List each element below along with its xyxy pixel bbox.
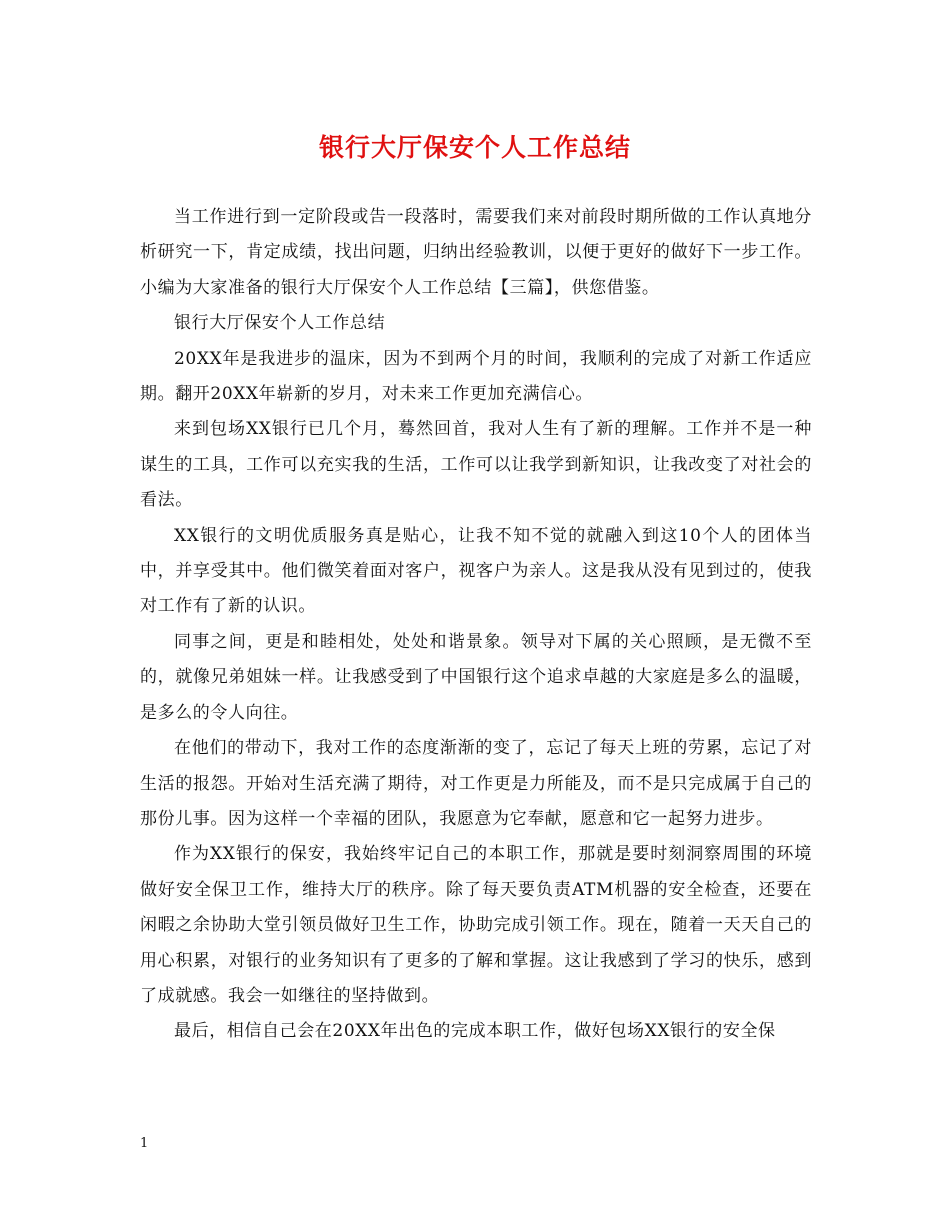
- paragraph: 当工作进行到一定阶段或告一段落时，需要我们来对前段时期所做的工作认真地分析研究一下，肯定成绩，找出问题，归纳出经验教训，以便于更好的做好下一步工作。小编为大家准备的银行大厅保安个人工作总结【三篇】，供您借鉴。: [140, 207, 812, 298]
- paragraph: 20XX年是我进步的温床，因为不到两个月的时间，我顺利的完成了对新工作适应期。翻开20XX年崭新的岁月，对未来工作更加充满信心。: [140, 348, 812, 405]
- paragraph: 在他们的带动下，我对工作的态度渐渐的变了，忘记了每天上班的劳累，忘记了对生活的报怨。开始对生活充满了期待，对工作更是力所能及，而不是只完成属于自己的那份儿事。因为这样一个幸福的团队，我愿意为它奉献，愿意和它一起努力进步。: [140, 738, 812, 829]
- document-title: 银行大厅保安个人工作总结: [318, 133, 631, 162]
- paragraph: 同事之间，更是和睦相处，处处和谐景象。领导对下属的关心照顾，是无微不至的，就像兄弟姐妹一样。让我感受到了中国银行这个追求卓越的大家庭是多么的温暖，是多么的令人向往。: [140, 631, 812, 723]
- paragraph: 来到包场XX银行已几个月，蓦然回首，我对人生有了新的理解。工作并不是一种谋生的工具，工作可以充实我的生活，工作可以让我学到新知识，让我改变了对社会的看法。: [140, 419, 812, 511]
- page-number: 1: [140, 1136, 149, 1151]
- section-heading: 银行大厅保安个人工作总结: [174, 313, 386, 334]
- paragraph: XX银行的文明优质服务真是贴心，让我不知不觉的就融入到这10个人的团体当中，并享受其中。他们微笑着面对客户，视客户为亲人。这是我从没有见到过的，使我对工作有了新的认识。: [140, 525, 812, 617]
- paragraph: 最后，相信自己会在20XX年出色的完成本职工作，做好包场XX银行的安全保: [174, 1021, 776, 1042]
- document-body: [140, 200, 812, 1050]
- paragraph: 作为XX银行的保安，我始终牢记自己的本职工作，那就是要时刻洞察周围的环境做好安全保卫工作，维持大厅的秩序。除了每天要负责ATM机器的安全检查，还要在闲暇之余协助大堂引领员做好卫生工作，协助完成引领工作。现在，随着一天天自己的用心积累，对银行的业务知识有了更多的了解和掌握。这让我感到了学习的快乐，感到了成就感。我会一如继往的坚持做到。: [140, 844, 812, 1006]
